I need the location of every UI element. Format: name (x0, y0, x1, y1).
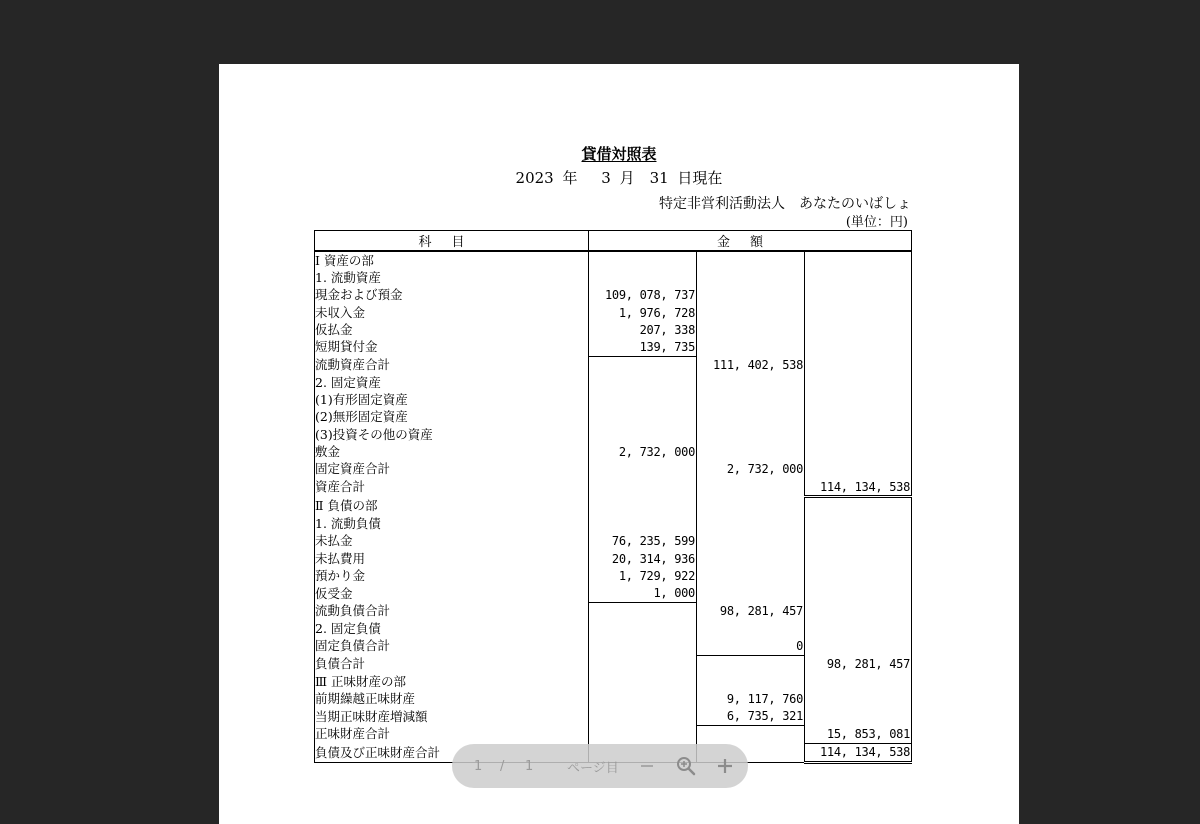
row-label: 未払費用 (315, 550, 589, 567)
amount-cell-col1: 207, 338 (589, 321, 697, 338)
amount-cell-col2: 98, 281, 457 (697, 602, 805, 620)
amount-cell-col2 (697, 550, 805, 567)
amount-cell-col3 (805, 567, 912, 584)
amount-cell-col3 (805, 620, 912, 637)
row-label: 預かり金 (315, 567, 589, 584)
amount-cell-col3 (805, 287, 912, 304)
amount-cell-col2 (697, 533, 805, 550)
amount-cell-col2 (697, 655, 805, 673)
table-row (315, 374, 912, 391)
row-label: 2. 固定負債 (315, 620, 589, 637)
row-label: 1. 流動負債 (315, 515, 589, 532)
row-label: Ⅲ 正味財産の部 (315, 673, 589, 690)
row-label: 現金および預金 (315, 287, 589, 304)
table-row (315, 673, 912, 690)
row-label: 当期正味財産増減額 (315, 708, 589, 726)
amount-cell-col3 (805, 585, 912, 603)
row-label: Ⅱ 負債の部 (315, 497, 589, 516)
unit-label: (単位：円) (845, 215, 908, 230)
amount-cell-col3 (805, 426, 912, 443)
amount-cell-col2 (697, 426, 805, 443)
table-row (315, 515, 912, 532)
table-row (315, 304, 912, 321)
table-row (315, 690, 912, 707)
page-current[interactable]: 1 (474, 758, 483, 774)
amount-header: 金額 (589, 231, 912, 252)
table-row (315, 391, 912, 408)
document-page (219, 64, 1019, 824)
amount-cell-col2: 0 (697, 638, 805, 656)
table-row (315, 497, 912, 516)
table-row (315, 655, 912, 673)
amount-cell-col2 (697, 478, 805, 497)
amount-cell-col1 (589, 251, 697, 269)
row-label: 流動資産合計 (315, 356, 589, 374)
amount-cell-col3 (805, 304, 912, 321)
amount-cell-col1: 1, 000 (589, 585, 697, 603)
amount-cell-col2 (697, 585, 805, 603)
document-date: 2023 年 3 月 31 日現在 (515, 169, 723, 187)
amount-cell-col1: 139, 735 (589, 338, 697, 356)
amount-cell-col1: 1, 729, 922 (589, 567, 697, 584)
row-label: 流動負債合計 (315, 602, 589, 620)
amount-cell-col3 (805, 321, 912, 338)
table-row (315, 726, 912, 744)
amount-cell-col3 (805, 461, 912, 478)
row-label: 負債合計 (315, 655, 589, 673)
amount-cell-col1 (589, 426, 697, 443)
subject-header: 科目 (315, 231, 589, 252)
organization-name: 特定非営利活動法人 あなたのいばしょ (659, 196, 911, 212)
row-label: 敷金 (315, 443, 589, 460)
amount-cell-col2: 111, 402, 538 (697, 356, 805, 374)
amount-cell-col2 (697, 620, 805, 637)
amount-cell-col3 (805, 269, 912, 286)
amount-cell-col3: 15, 853, 081 (805, 726, 912, 744)
amount-cell-col1 (589, 356, 697, 374)
amount-cell-col2 (697, 321, 805, 338)
table-row (315, 409, 912, 426)
table-row (315, 443, 912, 460)
amount-cell-col3: 98, 281, 457 (805, 655, 912, 673)
amount-cell-col2 (697, 338, 805, 356)
table-row (315, 461, 912, 478)
amount-cell-col3: 114, 134, 538 (805, 478, 912, 497)
table-row (315, 269, 912, 286)
balance-sheet-table (314, 230, 912, 764)
amount-cell-col3 (805, 374, 912, 391)
amount-cell-col2 (697, 251, 805, 269)
amount-cell-col2 (697, 304, 805, 321)
amount-cell-col2 (697, 269, 805, 286)
table-row (315, 585, 912, 603)
amount-cell-col3 (805, 673, 912, 690)
amount-cell-col2 (697, 374, 805, 391)
table-row (315, 338, 912, 356)
amount-cell-col3 (805, 356, 912, 374)
row-label: (2)無形固定資産 (315, 409, 589, 426)
amount-cell-col1: 76, 235, 599 (589, 533, 697, 550)
page-label: ページ目 (567, 760, 619, 776)
amount-cell-col1 (589, 602, 697, 620)
table-row (315, 478, 912, 497)
table-row (315, 638, 912, 656)
row-label: 未収入金 (315, 304, 589, 321)
amount-cell-col3 (805, 515, 912, 532)
amount-cell-col2: 2, 732, 000 (697, 461, 805, 478)
row-label: 未払金 (315, 533, 589, 550)
row-label: 正味財産合計 (315, 726, 589, 744)
amount-cell-col2 (697, 391, 805, 408)
row-label: 負債及び正味財産合計 (315, 743, 589, 762)
amount-cell-col1 (589, 690, 697, 707)
amount-cell-col3 (805, 338, 912, 356)
table-row (315, 321, 912, 338)
amount-cell-col3: 114, 134, 538 (805, 743, 912, 762)
amount-cell-col1 (589, 638, 697, 656)
row-label: 短期貸付金 (315, 338, 589, 356)
amount-cell-col1: 20, 314, 936 (589, 550, 697, 567)
amount-cell-col1 (589, 726, 697, 744)
amount-cell-col1 (589, 478, 697, 497)
row-label: 固定資産合計 (315, 461, 589, 478)
amount-cell-col3 (805, 443, 912, 460)
amount-cell-col2 (697, 287, 805, 304)
table-row (315, 567, 912, 584)
amount-cell-col1 (589, 461, 697, 478)
row-label: Ⅰ 資産の部 (315, 251, 589, 269)
table-row (315, 533, 912, 550)
amount-cell-col1: 2, 732, 000 (589, 443, 697, 460)
table-row (315, 708, 912, 726)
amount-cell-col1 (589, 708, 697, 726)
table-row (315, 426, 912, 443)
amount-cell-col3 (805, 251, 912, 269)
table-header-row (315, 231, 912, 252)
table-row (315, 356, 912, 374)
amount-cell-col3 (805, 708, 912, 726)
row-label: (3)投資その他の資産 (315, 426, 589, 443)
amount-cell-col2: 6, 735, 321 (697, 708, 805, 726)
row-label: 2. 固定資産 (315, 374, 589, 391)
amount-cell-col3 (805, 497, 912, 516)
amount-cell-col1 (589, 673, 697, 690)
page-separator: / (500, 758, 505, 774)
amount-cell-col3 (805, 550, 912, 567)
amount-cell-col1 (589, 620, 697, 637)
magnifier-icon[interactable] (676, 756, 696, 776)
amount-cell-col2 (697, 497, 805, 516)
amount-cell-col3 (805, 409, 912, 426)
amount-cell-col1 (589, 515, 697, 532)
amount-cell-col1 (589, 409, 697, 426)
amount-cell-col3 (805, 638, 912, 656)
row-label: 1. 流動資産 (315, 269, 589, 286)
amount-cell-col2 (697, 515, 805, 532)
amount-cell-col1 (589, 269, 697, 286)
table-row (315, 550, 912, 567)
amount-cell-col2 (697, 443, 805, 460)
amount-cell-col3 (805, 533, 912, 550)
table-row (315, 602, 912, 620)
amount-cell-col3 (805, 391, 912, 408)
page-total: 1 (525, 758, 534, 774)
amount-cell-col1 (589, 497, 697, 516)
row-label: 仮払金 (315, 321, 589, 338)
table-row (315, 620, 912, 637)
row-label: 前期繰越正味財産 (315, 690, 589, 707)
table-row (315, 287, 912, 304)
amount-cell-col2 (697, 409, 805, 426)
plus-icon[interactable] (717, 758, 733, 774)
amount-cell-col2: 9, 117, 760 (697, 690, 805, 707)
amount-cell-col2 (697, 726, 805, 744)
pdf-toolbar (452, 744, 748, 788)
amount-cell-col3 (805, 690, 912, 707)
amount-cell-col2 (697, 567, 805, 584)
row-label: (1)有形固定資産 (315, 391, 589, 408)
amount-cell-col1 (589, 655, 697, 673)
row-label: 資産合計 (315, 478, 589, 497)
amount-cell-col2 (697, 673, 805, 690)
table-row (315, 251, 912, 269)
amount-cell-col1: 109, 078, 737 (589, 287, 697, 304)
amount-cell-col1 (589, 374, 697, 391)
amount-cell-col1 (589, 391, 697, 408)
minus-icon[interactable] (640, 759, 654, 773)
row-label: 固定負債合計 (315, 638, 589, 656)
row-label: 仮受金 (315, 585, 589, 603)
document-title: 貸借対照表 (581, 145, 657, 163)
amount-cell-col1: 1, 976, 728 (589, 304, 697, 321)
amount-cell-col3 (805, 602, 912, 620)
